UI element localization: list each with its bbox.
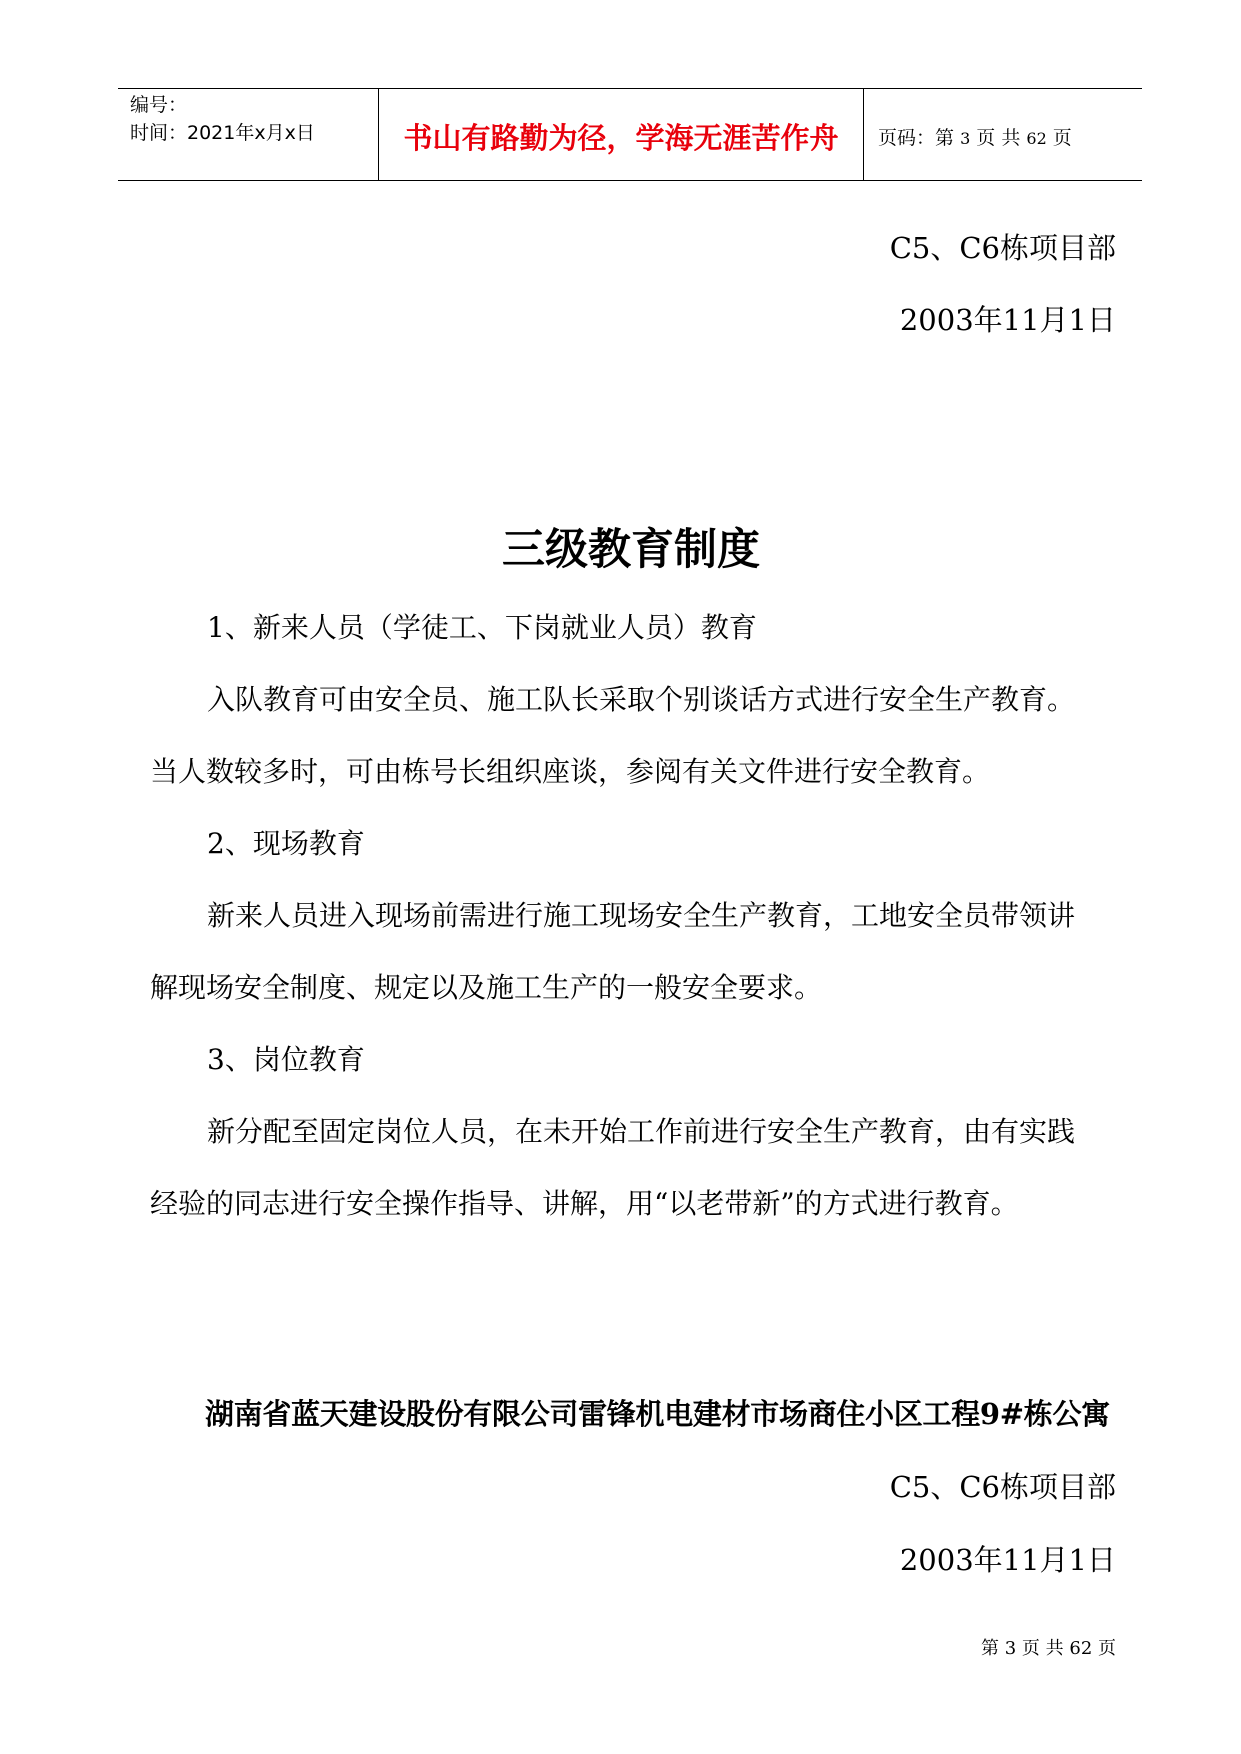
paragraph-line: 经验的同志进行安全操作指导、讲解，用“以老带新”的方式进行教育。 xyxy=(150,1187,1019,1220)
page-indicator xyxy=(878,123,1142,150)
page-header xyxy=(118,88,1142,181)
bottom-department: C5、C6栋项目部 xyxy=(889,1470,1116,1504)
page-total: 62 xyxy=(1026,129,1047,148)
document-title: 三级教育制度 xyxy=(502,525,760,575)
motto-text: 书山有路勤为径，学海无涯苦作舟 xyxy=(403,121,839,155)
page-prefix: 页码：第 xyxy=(878,127,955,149)
page-current: 3 xyxy=(960,129,971,148)
paragraph-line: 入队教育可由安全员、施工队长采取个别谈话方式进行安全生产教育。 xyxy=(207,683,1076,716)
bottom-date: 2003年11月1日 xyxy=(899,1543,1116,1577)
section-heading-1: 1、新来人员（学徒工、下岗就业人员）教育 xyxy=(207,611,757,644)
top-department: C5、C6栋项目部 xyxy=(889,231,1116,265)
page-mid: 页 共 xyxy=(976,127,1021,149)
number-label: 编号： xyxy=(130,94,188,116)
company-name: 湖南省蓝天建设股份有限公司雷锋机电建材市场商住小区工程9#栋公寓 xyxy=(205,1397,1110,1431)
paragraph-line: 解现场安全制度、规定以及施工生产的一般安全要求。 xyxy=(150,971,823,1004)
paragraph-line: 新分配至固定岗位人员，在未开始工作前进行安全生产教育，由有实践 xyxy=(207,1115,1076,1148)
time-label: 时间：2021年x月x日 xyxy=(130,122,315,144)
section-heading-3: 3、岗位教育 xyxy=(207,1043,365,1076)
header-meta xyxy=(118,89,379,180)
section-heading-2: 2、现场教育 xyxy=(207,827,365,860)
page-footer: 第 3 页 共 62 页 xyxy=(981,1638,1116,1659)
header-motto xyxy=(379,89,864,180)
paragraph-line: 新来人员进入现场前需进行施工现场安全生产教育，工地安全员带领讲 xyxy=(207,899,1076,932)
paragraph-line: 当人数较多时，可由栋号长组织座谈，参阅有关文件进行安全教育。 xyxy=(150,755,991,788)
header-page-info xyxy=(864,89,1142,180)
top-date: 2003年11月1日 xyxy=(899,303,1116,337)
page-suffix: 页 xyxy=(1052,127,1072,149)
